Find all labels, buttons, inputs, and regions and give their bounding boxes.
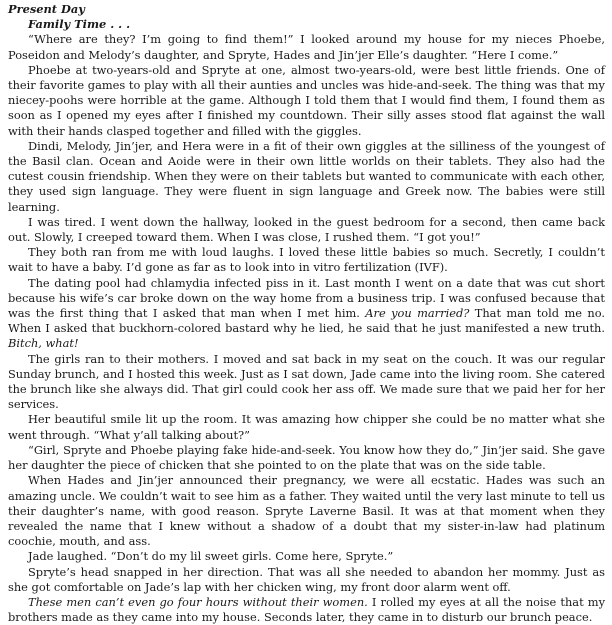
- text-run: The dating pool had chlamydia infected piss in it. Last month I went on a date that was cut short because his wife’s car broke down on the way home from a business trip. I was confused because that was the first thing that I asked that man when I met him.: [8, 275, 605, 321]
- section-heading: Present Day: [8, 2, 85, 16]
- chapter-subheading: Family Time . . .: [28, 17, 131, 32]
- text-run: When Hades and Jin’jer announced their pregnancy, we were all ecstatic. Hades was such an amazing uncle. We couldn’t wait to see him as a father. They waited until the very last minute to tell us their daughter’s name, with good reason. Spryte Laverne Basil. It was at that moment when they revealed the name that I knew without a shadow of a doubt that my sister-in-law had platinum coochie, mouth, and ass.: [8, 473, 605, 549]
- paragraph: [8, 595, 605, 625]
- text-run: The girls ran to their mothers. I moved and sat back in my seat on the couch. It was our regular Sunday brunch, and I hosted this week. Just as I sat down, Jade came into the living room. She catered the brunch like she always did. That girl could cook her ass off. We made sure that we paid her for her services.: [8, 351, 605, 412]
- text-run: “Where are they? I’m going to find them!” I looked around my house for my nieces Phoebe, Poseidon and Melody’s daughter, and Spryte, Hades and Jin’jer Elle’s daughter. “Here I come.”: [8, 32, 605, 62]
- text-run: Her beautiful smile lit up the room. It was amazing how chipper she could be no matter what she went through. “What y’all talking about?”: [8, 412, 605, 442]
- text-run: Jade laughed. “Don’t do my lil sweet girls. Come here, Spryte.”: [28, 549, 394, 564]
- paragraph: [8, 352, 605, 413]
- paragraph: [8, 565, 605, 595]
- italic-text: Bitch, what!: [8, 336, 79, 351]
- text-run: They both ran from me with loud laughs. I loved these little babies so much. Secretly, I couldn’t wait to have a baby. I’d gone as far as to look into in vitro fertilization (IVF).: [8, 245, 605, 275]
- text-run: I was tired. I went down the hallway, looked in the guest bedroom for a second, then came back out. Slowly, I creeped toward them. When I was close, I rushed them. “I got you!”: [8, 214, 605, 245]
- text-run: Phoebe at two-years-old and Spryte at one, almost two-years-old, were best little friends. One of their favorite games to play with all their aunties and uncles was hide-and-seek. The thing was that my niecey-poohs were horrible at the game. Although I told them that I would find them, I found them as soon as I opened my eyes after I finished my countdown. Their silly asses stood flat against the wall with their hands clasped together and filled with the giggles.: [8, 62, 605, 138]
- italic-text: These men can’t even go four hours without their women.: [28, 594, 368, 609]
- paragraph: [8, 245, 605, 275]
- text-run: I rolled my eyes at all the noise that my brothers made as they came into my house. Seconds later, they came in to disturb our brunch peace.: [8, 594, 606, 625]
- text-run: Spryte’s head snapped in her direction. That was all she needed to abandon her mommy. Just as she got comfortable on Jade’s lap with her chicken wing, my front door alarm went off.: [8, 564, 605, 594]
- paragraph: [8, 276, 605, 352]
- paragraph: [8, 32, 605, 62]
- text-run: That man told me no. When I asked that buckhorn-colored bastard why he lied, he said that he just manifested a new truth.: [8, 306, 605, 336]
- paragraph: [8, 549, 605, 564]
- paragraph: [8, 412, 605, 442]
- paragraph: [8, 139, 605, 215]
- paragraph: [8, 473, 605, 549]
- text-run: Dindi, Melody, Jin’jer, and Hera were in a fit of their own giggles at the silliness of the youngest of the Basil clan. Ocean and Aoide were in their own little worlds on their tablets. They also had the cutest cousin friendship. When they were on their tablets but wanted to communicate with each other, they used sign language. They were fluent in sign language and Greek now. The babies were still learning.: [8, 138, 605, 214]
- paragraph: [8, 443, 605, 473]
- paragraph: [8, 215, 605, 245]
- text-run: “Girl, Spryte and Phoebe playing fake hide-and-seek. You know how they do,” Jin’jer said. She gave her daughter the piece of chicken that she pointed to on the plate that was on the side table.: [8, 442, 605, 473]
- paragraph: [8, 63, 605, 139]
- body-text: [8, 32, 605, 625]
- italic-text: Are you married?: [365, 306, 470, 321]
